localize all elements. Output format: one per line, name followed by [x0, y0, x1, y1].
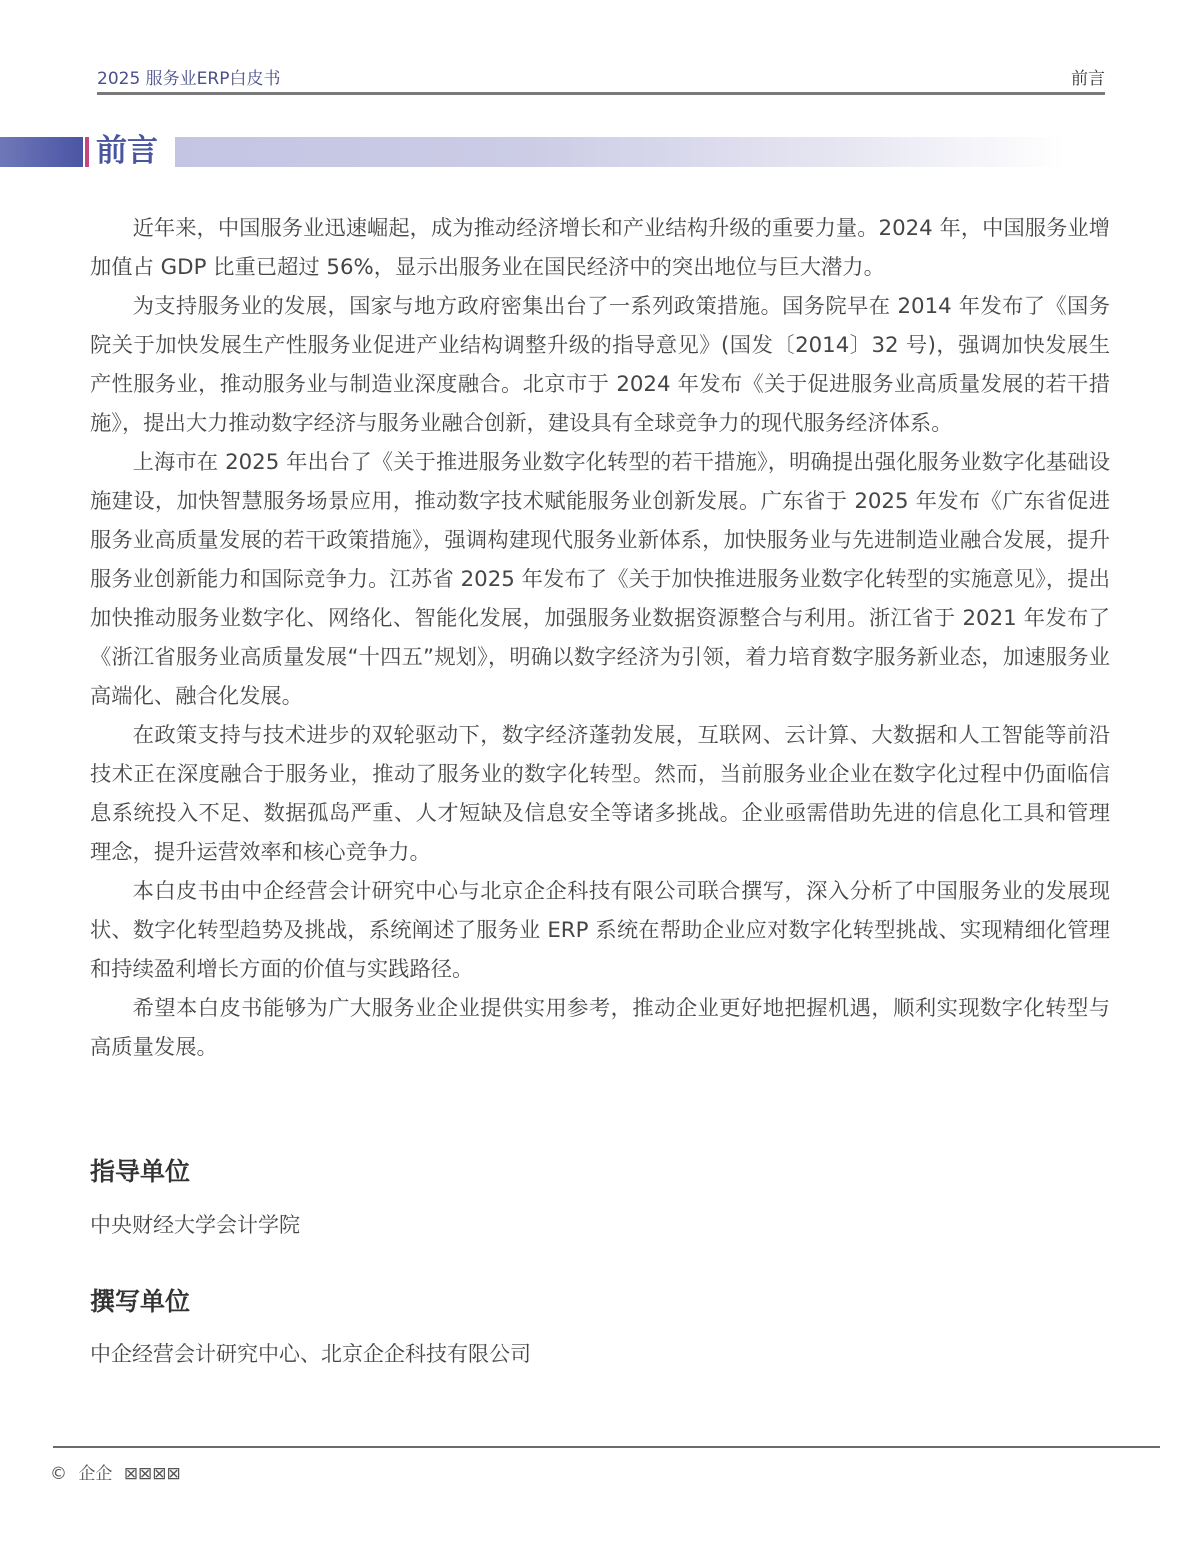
title-bar-divider [85, 137, 89, 167]
document-title: 2025 服务业ERP白皮书 [97, 69, 281, 89]
authors-text: 中企经营会计研究中心、北京企企科技有限公司 [90, 1342, 531, 1366]
copyright-icon: © [50, 1464, 67, 1484]
section-title-bar [0, 133, 1200, 169]
preface-body [90, 209, 1110, 1067]
footer-divider [53, 1446, 1160, 1448]
paragraph: 在政策支持与技术进步的双轮驱动下，数字经济蓬勃发展，互联网、云计算、大数据和人工智能等前沿技术正在深度融合于服务业，推动了服务业的数字化转型。然而，当前服务业企业在数字化过程中仍面临信息系统投入不足、数据孤岛严重、人才短缺及信息安全等诸多挑战。企业亟需借助先进的信息化工具和管理理念，提升运营效率和核心竞争力。 [90, 723, 1110, 865]
page-title: 前言 [96, 133, 158, 169]
footer-brand: 企企 [78, 1464, 113, 1484]
paragraph: 近年来，中国服务业迅速崛起，成为推动经济增长和产业结构升级的重要力量。2024 年，中国服务业增加值占 GDP 比重已超过 56%，显示出服务业在国民经济中的突出地位与巨大潜力。 [90, 216, 1110, 280]
page-header [97, 62, 1105, 95]
paragraph: 希望本白皮书能够为广大服务业企业提供实用参考，推动企业更好地把握机遇，顺利实现数字化转型与高质量发展。 [90, 996, 1110, 1060]
title-bar-accent [0, 137, 83, 167]
title-bar-gradient [175, 137, 1065, 167]
footer-garbled-text: ⊠⊠⊠⊠ [123, 1464, 181, 1484]
authors-heading: 撰写单位 [90, 1287, 191, 1316]
guidance-text: 中央财经大学会计学院 [90, 1213, 300, 1237]
guidance-heading: 指导单位 [90, 1157, 191, 1186]
paragraph: 上海市在 2025 年出台了《关于推进服务业数字化转型的若干措施》，明确提出强化服务业数字化基础设施建设，加快智慧服务场景应用，推动数字技术赋能服务业创新发展。广东省于 2025 年发布《广东省促进服务业高质量发展的若干政策措施》，强调构建现代服务业新体系，加快服务业与先进制造业融合发展，提升服务业创新能力和国际竞争力。江苏省 2025 年发布了《关于加快推进服务业数字化转型的实施意见》，提出加快推动服务业数字化、网络化、智能化发展，加强服务业数据资源整合与利用。浙江省于 2021 年发布了《浙江省服务业高质量发展“十四五”规划》，明确以数字经济为引领，着力培育数字服务新业态，加速服务业高端化、融合化发展。 [90, 450, 1110, 709]
page-footer [50, 1459, 187, 1484]
paragraph: 本白皮书由中企经营会计研究中心与北京企企科技有限公司联合撰写，深入分析了中国服务业的发展现状、数字化转型趋势及挑战，系统阐述了服务业 ERP 系统在帮助企业应对数字化转型挑战、实现精细化管理和持续盈利增长方面的价值与实践路径。 [90, 879, 1110, 982]
paragraph: 为支持服务业的发展，国家与地方政府密集出台了一系列政策措施。国务院早在 2014 年发布了《国务院关于加快发展生产性服务业促进产业结构调整升级的指导意见》(国发〔2014〕32 号)，强调加快发展生产性服务业，推动服务业与制造业深度融合。北京市于 2024 年发布《关于促进服务业高质量发展的若干措施》，提出大力推动数字经济与服务业融合创新，建设具有全球竞争力的现代服务经济体系。 [90, 294, 1110, 436]
section-label: 前言 [1071, 69, 1105, 89]
